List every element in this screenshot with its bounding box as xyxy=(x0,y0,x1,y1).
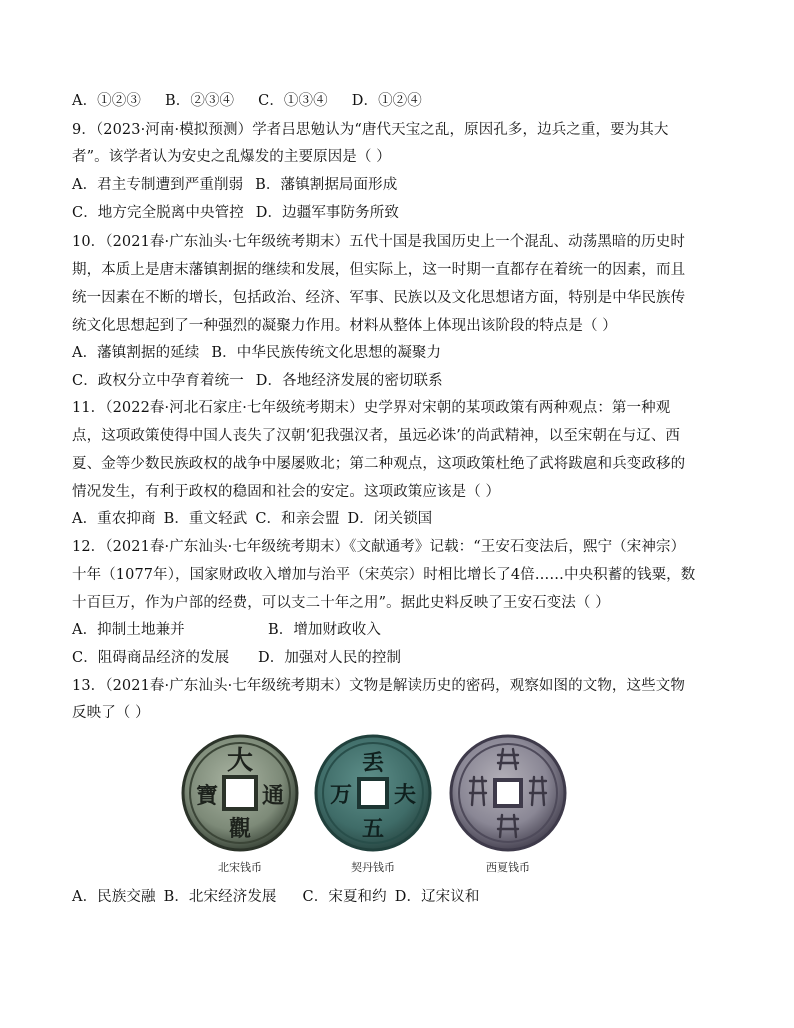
q9-options-row-2 xyxy=(72,204,399,222)
q11-option-d: D．闭关锁国 xyxy=(347,511,433,527)
q9-option-b: B．藩镇割据局面形成 xyxy=(255,177,398,193)
q13-option-c: C．宋夏和约 xyxy=(302,889,387,905)
coin-khitan xyxy=(313,733,433,874)
coin-khitan-image xyxy=(313,733,433,853)
q12-stem-line-3: 十百巨万，作为户部的经费，可以支二十年之用”。据此史料反映了王安石变法（ ） xyxy=(72,595,610,611)
q12-option-c: C．阻碍商品经济的发展 xyxy=(72,650,230,666)
coin-1-caption: 北宋钱币 xyxy=(218,861,262,874)
q13-option-d: D．辽宋议和 xyxy=(394,889,480,905)
q8-option-a: A．①②③ xyxy=(72,93,141,109)
coin-2-bottom-char: 五 xyxy=(361,816,385,842)
q11-option-b: B．重文轻武 xyxy=(163,511,248,527)
q10-options-row-2 xyxy=(72,372,443,390)
q9-option-c: C．地方完全脱离中央管控 xyxy=(72,205,244,221)
q12-option-b: B．增加财政收入 xyxy=(268,622,381,638)
q9-options-row-1 xyxy=(72,176,397,194)
q10-stem-line-4: 统文化思想起到了一种强烈的凝聚力作用。材料从整体上体现出该阶段的特点是（ ） xyxy=(72,318,617,334)
q11-option-c: C．和亲会盟 xyxy=(255,511,340,527)
q11-option-a: A．重农抑商 xyxy=(72,511,156,527)
q8-option-b: B．②③④ xyxy=(164,93,235,109)
q13-stem-line-2: 反映了（ ） xyxy=(72,705,150,721)
coin-1-bottom-char: 觀 xyxy=(228,816,252,842)
q10-options-row-1 xyxy=(72,344,441,362)
coin-northern-song xyxy=(180,733,300,874)
q13-stem-line-1: 13．（2021春·广东汕头·七年级统考期末）文物是解读历史的密码，观察如图的文物，这些文物 xyxy=(72,678,685,694)
q10-option-a: A．藩镇割据的延续 xyxy=(72,345,200,361)
q13-option-b: B．北宋经济发展 xyxy=(163,889,277,905)
q10-stem-line-1: 10．（2021春·广东汕头·七年级统考期末）五代十国是我国历史上一个混乱、动荡黑暗的历史时 xyxy=(72,234,685,250)
q9-stem-line-2: 者”。该学者认为安史之乱爆发的主要原因是（ ） xyxy=(72,149,391,165)
q12-options-row-2 xyxy=(72,649,401,667)
q8-option-d: D．①②④ xyxy=(351,93,422,109)
coin-2-left-char: 万 xyxy=(329,782,353,808)
coin-2-top-char: 丢 xyxy=(361,750,385,776)
coins-figure xyxy=(180,733,570,883)
q12-option-d: D．加强对人民的控制 xyxy=(258,650,402,666)
q9-option-a: A．君主专制遭到严重削弱 xyxy=(72,177,244,193)
coin-northern-song-image xyxy=(180,733,300,853)
q9-stem-line-1: 9．（2023·河南·模拟预测）学者吕思勉认为“唐代天宝之乱，原因孔多，边兵之重，要为其大 xyxy=(72,122,669,138)
q13-options xyxy=(72,888,479,906)
q10-option-d: D．各地经济发展的密切联系 xyxy=(255,373,443,389)
q12-option-a: A．抑制土地兼并 xyxy=(72,622,185,638)
q8-option-c: C．①③④ xyxy=(258,93,328,109)
coin-western-xia-image xyxy=(448,733,568,853)
q9-option-d: D．边疆军事防务所致 xyxy=(255,205,399,221)
coin-1-right-char: 通 xyxy=(261,783,285,809)
coin-3-caption: 西夏钱币 xyxy=(486,861,530,874)
coin-2-right-char: 夫 xyxy=(393,782,417,808)
q12-stem-line-1: 12．（2021春·广东汕头·七年级统考期末）《文献通考》记载：“王安石变法后，熙宁（宋神宗） xyxy=(72,539,686,555)
coin-2-caption: 契丹钱币 xyxy=(351,861,395,874)
q12-stem-line-2: 十年（1077年），国家财政收入增加与治平（宋英宗）时相比增长了4倍……中央积蓄的钱粟，数 xyxy=(72,567,696,583)
q10-option-b: B．中华民族传统文化思想的凝聚力 xyxy=(211,345,442,361)
q10-stem-line-3: 统一因素在不断的增长，包括政治、经济、军事、民族以及文化思想诸方面，特别是中华民族传 xyxy=(72,290,686,306)
q13-option-a: A．民族交融 xyxy=(72,889,156,905)
q11-stem-line-4: 情况发生，有利于政权的稳固和社会的安定。这项政策应该是（ ） xyxy=(72,484,501,500)
q10-option-c: C．政权分立中孕育着统一 xyxy=(72,373,244,389)
q12-options-row-1 xyxy=(72,621,381,639)
q11-stem-line-2: 点，这项政策使得中国人丧失了汉朝‘犯我强汉者，虽远必诛’的尚武精神，以至宋朝在与辽、西 xyxy=(72,428,681,444)
coin-western-xia xyxy=(448,733,568,874)
q10-stem-line-2: 期，本质上是唐末藩镇割据的继续和发展，但实际上，这一时期一直都存在着统一的因素，而且 xyxy=(72,262,686,278)
q11-stem-line-1: 11．（2022春·河北石家庄·七年级统考期末）史学界对宋朝的某项政策有两种观点：第一种观 xyxy=(72,400,671,416)
q11-options xyxy=(72,510,432,528)
q8-options xyxy=(72,92,422,110)
q11-stem-line-3: 夏、金等少数民族政权的战争中屡屡败北；第二种观点，这项政策杜绝了武将跋扈和兵变政移的 xyxy=(72,456,686,472)
coin-1-left-char: 寶 xyxy=(195,783,219,809)
coin-1-top-char: 大 xyxy=(226,746,254,776)
